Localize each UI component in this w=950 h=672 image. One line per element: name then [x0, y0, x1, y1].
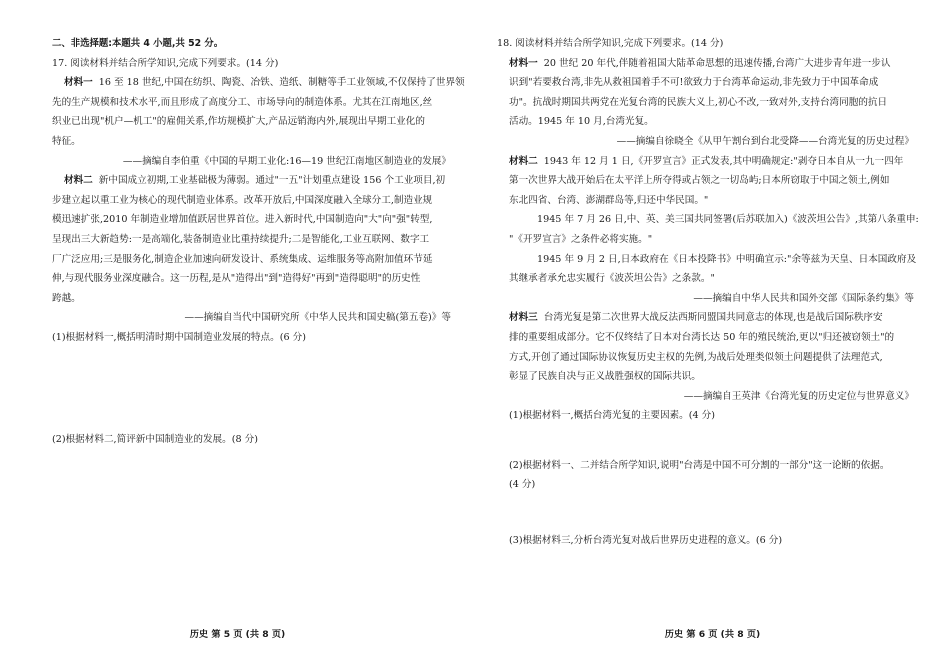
material-source: ——摘编自当代中国研究所《中华人民共和国史稿(第五卷)》等: [184, 312, 451, 324]
material-text-line: 1943 年 12 月 1 日,《开罗宣言》正式发表,其中明确规定:"剥夺日本自从一九一四年: [543, 155, 904, 167]
q18-material-3: [497, 308, 928, 406]
material-text-line: 1945 年 7 月 26 日,中、英、美三国共同签署(后苏联加入)《波茨坦公告》,其第八条重申:: [537, 214, 919, 226]
q17-material-1: [52, 73, 465, 171]
material-source: ——摘编自王英津《台湾光复的历史定位与世界意义》: [683, 390, 914, 402]
material-text-line: 方式,开创了通过国际协议恢复历史主权的先例,为战后处理类似领土问题提供了法理范式,: [509, 351, 883, 363]
material-text-line: 特征。: [52, 135, 81, 147]
answer-space: [497, 426, 928, 456]
material-text-line: 呈现出三大新趋势:一是高端化,装备制造业比重持续提升;二是智能化,工业互联网、数字工: [52, 233, 430, 245]
material-text-line: 模迅速扩张,2010 年制造业增加值跃居世界首位。进入新时代,中国制造向"大"向"强"转型,: [52, 214, 433, 226]
material-label: 材料二: [64, 175, 93, 187]
q17-sub-question-2: (2)根据材料二,简评新中国制造业的发展。(8 分): [52, 433, 258, 445]
material-label: 材料三: [509, 312, 538, 324]
material-text-line: 其继承者承允忠实履行《波茨坦公告》之条款。": [509, 273, 715, 285]
material-text-line: 伸,与现代服务业深度融合。这一历程,是从"造得出"到"造得好"再到"造得聪明"的历史性: [52, 273, 421, 285]
q18-sub-question-2: (2)根据材料一、二并结合所学知识,说明"台湾是中国不可分割的一部分"这一论断的依据。: [509, 459, 890, 471]
question-17-title: 17. 阅读材料并结合所学知识,完成下列要求。(14 分): [52, 57, 279, 69]
material-text-line: 活动。1945 年 10 月,台湾光复。: [509, 116, 654, 128]
question-18-title: 18. 阅读材料并结合所学知识,完成下列要求。(14 分): [497, 38, 724, 49]
material-label: 材料一: [64, 77, 93, 89]
material-source: ——摘编自李伯重《中国的早期工业化:16—19 世纪江南地区制造业的发展》: [122, 155, 451, 167]
material-text-line: 20 世纪 20 年代,伴随着祖国大陆革命思想的迅速传播,台湾广大进步青年进一步认: [543, 57, 891, 69]
material-text-line: 彰显了民族自决与正义战胜强权的国际共识。: [509, 371, 701, 383]
answer-space: [497, 495, 928, 531]
q18-sub-question-2-continued: (4 分): [509, 479, 536, 491]
q18-sub-question-1: (1)根据材料一,概括台湾光复的主要因素。(4 分): [509, 410, 715, 422]
material-text-line: 先的生产规模和技术水平,而且形成了高度分工、市场导向的制造体系。尤其在江南地区,丝: [52, 96, 433, 108]
material-text-line: 排的重要组成部分。它不仅终结了日本对台湾长达 50 年的殖民统治,更以"归还被窃领土"的: [509, 331, 895, 343]
material-text-line: 步建立起以重工业为核心的现代制造业体系。改革开放后,中国深度融入全球分工,制造业规: [52, 194, 433, 206]
material-text-line: 新中国成立初期,工业基础极为薄弱。通过"一五"计划重点建设 156 个工业项目,初: [98, 175, 446, 187]
material-text-line: 功"。抗战时期国共两党在光复台湾的民族大义上,初心不改,一致对外,支持台湾同胞的抗日: [509, 96, 888, 108]
material-text-line: "《开罗宣言》之条件必将实施。": [509, 233, 653, 245]
answer-space: [52, 348, 465, 430]
material-text-line: 东北四省、台湾、澎湖群岛等,归还中华民国。": [509, 194, 709, 206]
material-text-line: 1945 年 9 月 2 日,日本政府在《日本投降书》中明确宣示:"余等兹为天皇、日本国政府及: [537, 253, 917, 265]
q17-sub-question-1: (1)根据材料一,概括明清时期中国制造业发展的特点。(6 分): [52, 331, 306, 343]
exam-page-right: [475, 0, 950, 672]
material-source: ——摘编自中华人民共和国外交部《国际条约集》等: [693, 292, 914, 304]
material-text-line: 厂广泛应用;三是服务化,制造企业加速向研发设计、系统集成、运维服务等高附加值环节延: [52, 253, 433, 265]
q18-sub-question-3: (3)根据材料三,分析台湾光复对战后世界历史进程的意义。(6 分): [509, 535, 783, 547]
material-text-line: 识到"若要救台湾,非先从救祖国着手不可!欲致力于台湾革命运动,非先致力于中国革命成: [509, 77, 879, 89]
material-text-line: 16 至 18 世纪,中国在纺织、陶瓷、冶铁、造纸、制糖等手工业领域,不仅保持了世界领: [98, 77, 465, 89]
q17-material-2: [52, 171, 465, 328]
q18-material-1: [497, 54, 928, 152]
material-label: 材料一: [509, 57, 538, 69]
page-footer-right: 历史 第 6 页 (共 8 页): [664, 629, 761, 640]
section-heading: 二、非选择题:本题共 4 小题,共 52 分。: [52, 38, 224, 49]
material-text-line: 第一次世界大战开始后在太平洋上所夺得或占领之一切岛屿;日本所窃取于中国之领土,例如: [509, 175, 890, 187]
material-text-line: 跨越。: [52, 292, 81, 304]
material-text-line: 台湾光复是第二次世界大战反法西斯同盟国共同意志的体现,也是战后国际秩序安: [543, 312, 883, 324]
material-label: 材料二: [509, 155, 538, 167]
material-text-line: 织业已出现"机户—机工"的雇佣关系,作坊规模扩大,产品远销海内外,展现出早期工业化的: [52, 116, 425, 128]
q18-material-2: [497, 152, 928, 309]
page-footer-left: 历史 第 5 页 (共 8 页): [189, 629, 286, 640]
material-source: ——摘编自徐晓全《从甲午割台到台北受降——台湾光复的历史过程》: [616, 135, 914, 147]
